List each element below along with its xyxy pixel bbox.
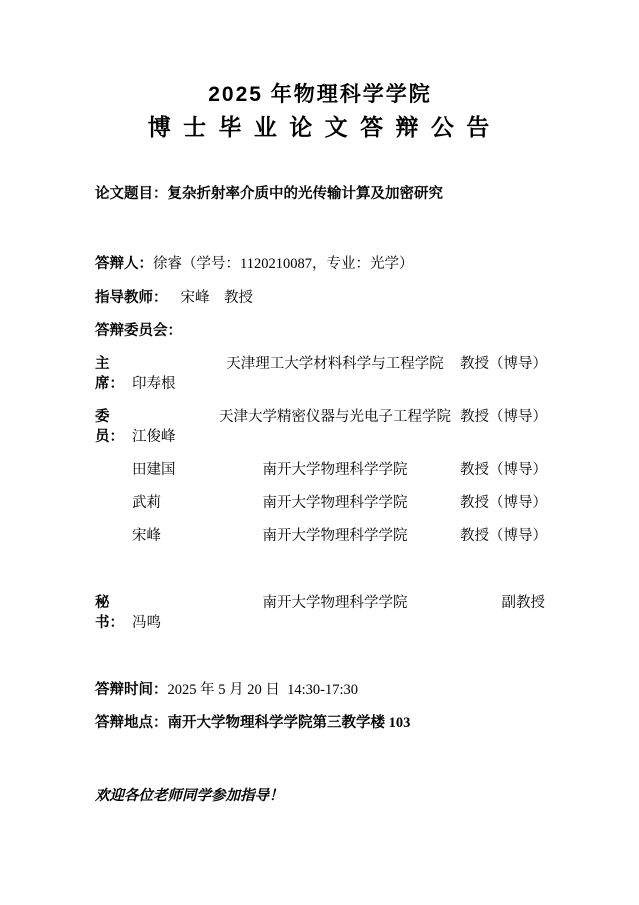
- defense-time-line: [95, 680, 545, 700]
- defense-time-label: 答辩时间：: [95, 682, 168, 698]
- committee-role-name-cell: [95, 460, 210, 480]
- committee-heading: 答辩委员会：: [95, 323, 182, 339]
- secretary-row: [95, 593, 545, 633]
- advisor-line: [95, 288, 545, 308]
- committee-row-member-4: [95, 526, 545, 546]
- committee-member-institution: 南开大学物理科学学院: [262, 495, 408, 511]
- committee-member-name: 江俊峰: [132, 429, 176, 445]
- committee-row-member-3: [95, 493, 545, 513]
- defender-value: 徐睿（学号：1120210087，专业：光学）: [153, 256, 414, 272]
- committee-member-name: 印寿根: [132, 376, 176, 392]
- welcome-note: 欢迎各位老师同学参加指导！: [95, 788, 284, 804]
- document-title-block: [95, 0, 545, 142]
- committee-role-name-cell: [95, 526, 210, 546]
- thesis-title-line: [95, 184, 545, 204]
- committee-member-title: 教授（博导）: [460, 462, 547, 478]
- defense-location-label: 答辩地点：: [95, 715, 168, 731]
- defender-line: [95, 254, 545, 274]
- committee-role-name-cell: [95, 493, 210, 513]
- committee-member-name: 武莉: [132, 495, 161, 511]
- committee-member-institution: 南开大学物理科学学院: [262, 528, 408, 544]
- secretary-institution: 南开大学物理科学学院: [262, 595, 408, 611]
- committee-member-title: 教授（博导）: [460, 528, 547, 544]
- defense-location-line: [95, 713, 545, 733]
- committee-member-title: 教授（博导）: [460, 356, 547, 372]
- defender-label: 答辩人：: [95, 256, 153, 272]
- title-announcement: 博 士 毕 业 论 文 答 辩 公 告: [147, 114, 493, 140]
- committee-member-title: 教授（博导）: [460, 409, 547, 425]
- committee-role-label: 委员：: [95, 409, 124, 445]
- thesis-title-label: 论文题目：: [95, 186, 168, 202]
- committee-member-name: 宋峰: [132, 528, 161, 544]
- secretary-role-name-cell: [95, 593, 210, 633]
- advisor-value: 宋峰 教授: [180, 290, 253, 306]
- committee-member-institution: 天津理工大学材料科学与工程学院: [226, 356, 444, 372]
- committee-member-institution: 南开大学物理科学学院: [262, 462, 408, 478]
- committee-role-name-cell: [95, 407, 210, 447]
- defense-time-value: 2025 年 5 月 20 日 14:30-17:30: [167, 682, 359, 698]
- advisor-label: 指导教师：: [95, 290, 168, 306]
- committee-row-member-2: [95, 460, 545, 480]
- committee-role-label: 主席：: [95, 356, 124, 392]
- thesis-title-value: 复杂折射率介质中的光传输计算及加密研究: [167, 186, 443, 202]
- secretary-name: 冯鸣: [132, 615, 161, 631]
- title-year-school: 2025 年物理科学学院: [208, 83, 432, 106]
- secretary-title: 副教授: [501, 595, 545, 611]
- committee-member-institution: 天津大学精密仪器与光电子工程学院: [219, 409, 451, 425]
- committee-row-member-1: [95, 407, 545, 447]
- defense-location-value: 南开大学物理科学学院第三教学楼 103: [167, 715, 411, 731]
- secretary-label: 秘书：: [95, 595, 124, 631]
- committee-role-name-cell: [95, 354, 210, 394]
- committee-member-name: 田建国: [132, 462, 176, 478]
- committee-member-title: 教授（博导）: [460, 495, 547, 511]
- committee-row-chair: [95, 354, 545, 394]
